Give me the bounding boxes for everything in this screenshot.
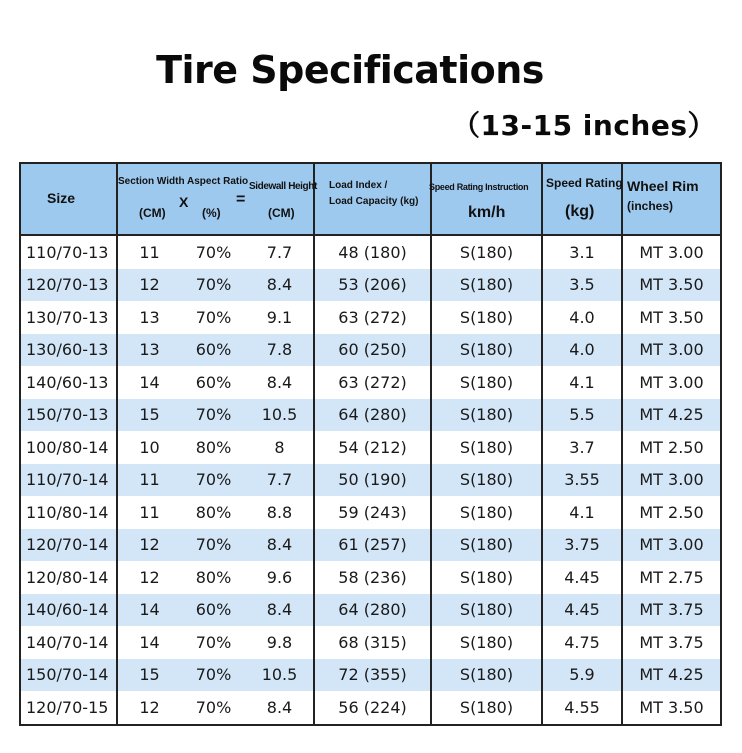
size-cell: 120/70-13 xyxy=(21,269,118,302)
speed-rating-kg-cell: 4.1 xyxy=(543,366,623,399)
aspect-ratio-cell: 70% xyxy=(195,275,232,295)
section-width-cell: 11 xyxy=(139,470,160,490)
spec-table xyxy=(19,162,722,726)
header-section-width: Section Width xyxy=(118,176,185,187)
load-index-cell: 54 (212) xyxy=(315,431,432,464)
load-index-cell: 50 (190) xyxy=(315,464,432,497)
load-index-cell: 64 (280) xyxy=(315,399,432,432)
table-header xyxy=(21,164,720,236)
table-row xyxy=(21,399,720,432)
load-index-cell: 63 (272) xyxy=(315,301,432,334)
sidewall-height-cell: 8.8 xyxy=(246,496,315,529)
table-row xyxy=(21,626,720,659)
aspect-ratio-cell: 60% xyxy=(195,372,232,392)
speed-rating-cell: S(180) xyxy=(432,334,543,367)
size-cell: 140/70-14 xyxy=(21,626,118,659)
table-row xyxy=(21,301,720,334)
aspect-ratio-cell: 60% xyxy=(195,340,232,360)
load-index-cell: 72 (355) xyxy=(315,659,432,692)
page-title: Tire Specifications xyxy=(156,48,544,92)
table-row xyxy=(21,431,720,464)
load-index-cell: 64 (280) xyxy=(315,594,432,627)
speed-rating-kg-cell: 3.1 xyxy=(543,236,623,269)
load-index-cell: 48 (180) xyxy=(315,236,432,269)
size-cell: 110/80-14 xyxy=(21,496,118,529)
table-row xyxy=(21,594,720,627)
speed-rating-cell: S(180) xyxy=(432,236,543,269)
speed-rating-kg-cell: 3.55 xyxy=(543,464,623,497)
header-speed-rating-label: Speed Rating xyxy=(546,176,623,190)
speed-rating-cell: S(180) xyxy=(432,366,543,399)
header-aspect-ratio: Aspect Ratio xyxy=(187,176,249,187)
wheel-rim-cell: MT 4.25 xyxy=(639,665,704,685)
section-width-cell: 15 xyxy=(139,665,160,685)
section-width-cell: 13 xyxy=(139,340,160,360)
section-width-cell: 12 xyxy=(139,535,160,555)
sidewall-height-cell: 8.4 xyxy=(246,691,315,724)
speed-rating-cell: S(180) xyxy=(432,594,543,627)
wheel-rim-cell: MT 2.50 xyxy=(639,502,704,522)
table-row xyxy=(21,561,720,594)
size-cell: 120/80-14 xyxy=(21,561,118,594)
aspect-ratio-cell: 80% xyxy=(195,502,232,522)
size-cell: 150/70-14 xyxy=(21,659,118,692)
sidewall-height-cell: 10.5 xyxy=(246,399,315,432)
section-width-cell: 11 xyxy=(139,502,160,522)
speed-rating-cell: S(180) xyxy=(432,301,543,334)
header-load-line2: Load Capacity (kg) xyxy=(329,196,419,207)
speed-rating-kg-cell: 3.5 xyxy=(543,269,623,302)
size-cell: 120/70-15 xyxy=(21,691,118,724)
page-subtitle: （13-15 inches） xyxy=(452,109,717,142)
speed-rating-kg-cell: 5.5 xyxy=(543,399,623,432)
speed-rating-cell: S(180) xyxy=(432,691,543,724)
sidewall-height-cell: 10.5 xyxy=(246,659,315,692)
aspect-ratio-cell: 70% xyxy=(195,405,232,425)
speed-rating-kg-cell: 4.0 xyxy=(543,334,623,367)
sidewall-height-cell: 7.7 xyxy=(246,236,315,269)
size-cell: 120/70-14 xyxy=(21,529,118,562)
header-speed-instruction: Speed Rating Instruction xyxy=(429,182,529,192)
table-row xyxy=(21,269,720,302)
load-index-cell: 53 (206) xyxy=(315,269,432,302)
aspect-ratio-cell: 70% xyxy=(195,632,232,652)
speed-rating-cell: S(180) xyxy=(432,496,543,529)
header-kg: (kg) xyxy=(565,203,595,220)
table-row xyxy=(21,464,720,497)
load-index-cell: 58 (236) xyxy=(315,561,432,594)
header-load-line1: Load Index / xyxy=(329,180,388,191)
aspect-ratio-cell: 70% xyxy=(195,697,232,717)
section-width-cell: 12 xyxy=(139,567,160,587)
table-row xyxy=(21,529,720,562)
speed-rating-cell: S(180) xyxy=(432,626,543,659)
speed-rating-cell: S(180) xyxy=(432,659,543,692)
load-index-cell: 56 (224) xyxy=(315,691,432,724)
header-kmh: km/h xyxy=(468,204,506,221)
size-cell: 130/60-13 xyxy=(21,334,118,367)
header-equals-sign: = xyxy=(236,191,246,208)
load-index-cell: 60 (250) xyxy=(315,334,432,367)
section-width-cell: 12 xyxy=(139,275,160,295)
speed-rating-cell: S(180) xyxy=(432,561,543,594)
header-cm-left: (CM) xyxy=(139,206,166,220)
sidewall-height-cell: 9.8 xyxy=(246,626,315,659)
wheel-rim-cell: MT 3.50 xyxy=(639,307,704,327)
header-speed xyxy=(429,164,543,234)
size-cell: 150/70-13 xyxy=(21,399,118,432)
section-width-cell: 12 xyxy=(139,697,160,717)
wheel-rim-cell: MT 2.50 xyxy=(639,437,704,457)
sidewall-height-cell: 8.4 xyxy=(246,269,315,302)
aspect-ratio-cell: 70% xyxy=(195,535,232,555)
load-index-cell: 59 (243) xyxy=(315,496,432,529)
sidewall-height-cell: 8 xyxy=(246,431,315,464)
speed-rating-cell: S(180) xyxy=(432,431,543,464)
table-row xyxy=(21,334,720,367)
speed-rating-kg-cell: 3.75 xyxy=(543,529,623,562)
table-row xyxy=(21,659,720,692)
header-rim-line2: (inches) xyxy=(627,199,674,213)
speed-rating-cell: S(180) xyxy=(432,269,543,302)
aspect-ratio-cell: 80% xyxy=(195,567,232,587)
wheel-rim-cell: MT 4.25 xyxy=(639,405,704,425)
speed-rating-kg-cell: 3.7 xyxy=(543,431,623,464)
header-dimensions xyxy=(118,164,315,234)
table-row xyxy=(21,496,720,529)
speed-rating-cell: S(180) xyxy=(432,529,543,562)
section-width-cell: 13 xyxy=(139,307,160,327)
size-cell: 140/60-13 xyxy=(21,366,118,399)
wheel-rim-cell: MT 3.00 xyxy=(639,372,704,392)
header-size xyxy=(21,164,118,234)
header-speed-rating xyxy=(543,164,623,234)
header-size-label: Size xyxy=(47,190,76,206)
speed-rating-cell: S(180) xyxy=(432,399,543,432)
sidewall-height-cell: 9.1 xyxy=(246,301,315,334)
sidewall-height-cell: 7.7 xyxy=(246,464,315,497)
size-cell: 140/60-14 xyxy=(21,594,118,627)
sidewall-height-cell: 9.6 xyxy=(246,561,315,594)
wheel-rim-cell: MT 3.00 xyxy=(639,470,704,490)
section-width-cell: 15 xyxy=(139,405,160,425)
wheel-rim-cell: MT 3.00 xyxy=(639,242,704,262)
header-sidewall-height: Sidewall Height xyxy=(249,181,317,192)
table-row xyxy=(21,366,720,399)
aspect-ratio-cell: 80% xyxy=(195,437,232,457)
section-width-cell: 14 xyxy=(139,632,160,652)
header-wheel-rim xyxy=(623,164,720,234)
speed-rating-kg-cell: 5.9 xyxy=(543,659,623,692)
section-width-cell: 14 xyxy=(139,600,160,620)
wheel-rim-cell: MT 3.75 xyxy=(639,600,704,620)
section-width-cell: 14 xyxy=(139,372,160,392)
speed-rating-kg-cell: 4.45 xyxy=(543,594,623,627)
table-body xyxy=(21,236,720,724)
speed-rating-kg-cell: 4.45 xyxy=(543,561,623,594)
load-index-cell: 63 (272) xyxy=(315,366,432,399)
sidewall-height-cell: 7.8 xyxy=(246,334,315,367)
size-cell: 110/70-13 xyxy=(21,236,118,269)
header-load xyxy=(315,164,432,234)
header-rim-line1: Wheel Rim xyxy=(627,178,699,194)
aspect-ratio-cell: 70% xyxy=(195,470,232,490)
wheel-rim-cell: MT 3.75 xyxy=(639,632,704,652)
size-cell: 100/80-14 xyxy=(21,431,118,464)
table-row xyxy=(21,236,720,269)
section-width-cell: 10 xyxy=(139,437,160,457)
aspect-ratio-cell: 70% xyxy=(195,665,232,685)
aspect-ratio-cell: 60% xyxy=(195,600,232,620)
size-cell: 130/70-13 xyxy=(21,301,118,334)
sidewall-height-cell: 8.4 xyxy=(246,529,315,562)
wheel-rim-cell: MT 3.50 xyxy=(639,697,704,717)
load-index-cell: 68 (315) xyxy=(315,626,432,659)
speed-rating-kg-cell: 4.0 xyxy=(543,301,623,334)
speed-rating-cell: S(180) xyxy=(432,464,543,497)
aspect-ratio-cell: 70% xyxy=(195,242,232,262)
wheel-rim-cell: MT 2.75 xyxy=(639,567,704,587)
sidewall-height-cell: 8.4 xyxy=(246,366,315,399)
header-cm-right: (CM) xyxy=(268,206,295,220)
header-times-sign: X xyxy=(179,194,189,210)
aspect-ratio-cell: 70% xyxy=(195,307,232,327)
size-cell: 110/70-14 xyxy=(21,464,118,497)
wheel-rim-cell: MT 3.00 xyxy=(639,535,704,555)
sidewall-height-cell: 8.4 xyxy=(246,594,315,627)
speed-rating-kg-cell: 4.75 xyxy=(543,626,623,659)
section-width-cell: 11 xyxy=(139,242,160,262)
load-index-cell: 61 (257) xyxy=(315,529,432,562)
wheel-rim-cell: MT 3.50 xyxy=(639,275,704,295)
speed-rating-kg-cell: 4.1 xyxy=(543,496,623,529)
header-percent: (%) xyxy=(202,206,221,220)
speed-rating-kg-cell: 4.55 xyxy=(543,691,623,724)
table-row xyxy=(21,691,720,724)
wheel-rim-cell: MT 3.00 xyxy=(639,340,704,360)
